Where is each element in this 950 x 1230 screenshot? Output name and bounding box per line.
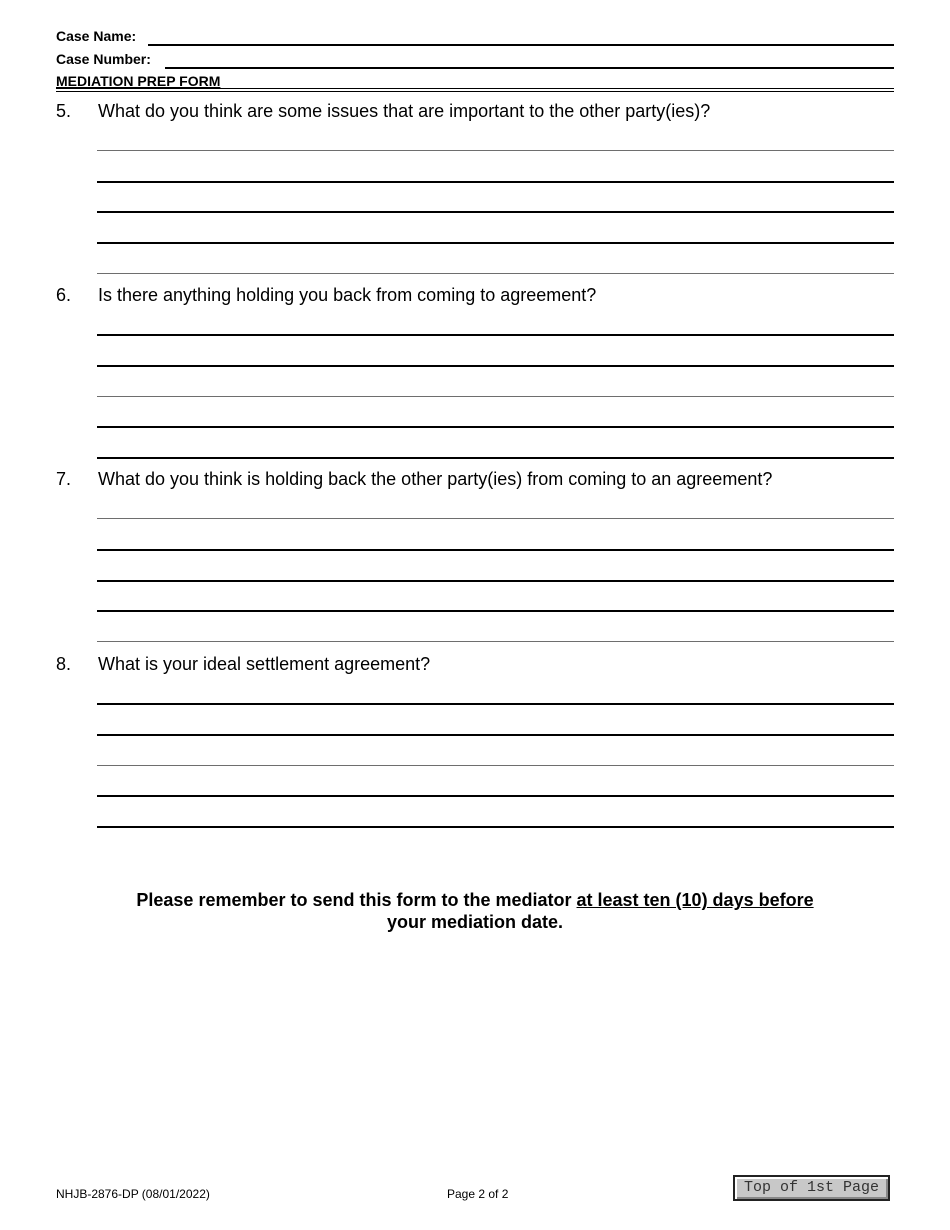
- answer-6-line[interactable]: [97, 365, 894, 367]
- answer-6-line[interactable]: [97, 457, 894, 459]
- answer-7-line[interactable]: [97, 610, 894, 612]
- answer-5-line[interactable]: [97, 242, 894, 244]
- answer-5-line[interactable]: [97, 150, 894, 151]
- case-number-label: Case Number:: [56, 51, 151, 67]
- answer-6-line[interactable]: [97, 334, 894, 336]
- question-8-number: 8.: [56, 654, 72, 674]
- page-number: Page 2 of 2: [447, 1187, 509, 1201]
- question-5-number: 5.: [56, 101, 72, 121]
- reminder-line-1: [0, 889, 950, 911]
- question-7-text: What do you think is holding back the other party(ies) from coming to an agreement?: [98, 469, 773, 489]
- answer-5-line[interactable]: [97, 211, 894, 213]
- answer-5-line[interactable]: [97, 273, 894, 274]
- answer-8-line[interactable]: [97, 765, 894, 766]
- header-divider: [56, 88, 894, 92]
- question-6-text: Is there anything holding you back from coming to agreement?: [98, 285, 597, 305]
- reminder-text: Please remember to send this form to the mediator: [136, 890, 577, 910]
- form-id: NHJB-2876-DP (08/01/2022): [56, 1187, 210, 1201]
- answer-8-line[interactable]: [97, 734, 894, 736]
- answer-8-line[interactable]: [97, 795, 894, 797]
- answer-8-line[interactable]: [97, 703, 894, 705]
- reminder-line-2: your mediation date.: [386, 912, 564, 932]
- top-of-first-page-button[interactable]: Top of 1st Page: [733, 1175, 890, 1201]
- question-8-text: What is your ideal settlement agreement?: [98, 654, 431, 674]
- question-5-text: What do you think are some issues that are important to the other party(ies)?: [98, 101, 711, 121]
- answer-7-line[interactable]: [97, 549, 894, 551]
- answer-7-line[interactable]: [97, 518, 894, 519]
- answer-8-line[interactable]: [97, 826, 894, 828]
- answer-6-line[interactable]: [97, 426, 894, 428]
- answer-7-line[interactable]: [97, 641, 894, 642]
- case-name-label: Case Name:: [56, 28, 137, 44]
- answer-6-line[interactable]: [97, 396, 894, 397]
- answer-5-line[interactable]: [97, 181, 894, 183]
- question-7-number: 7.: [56, 469, 72, 489]
- question-6-number: 6.: [56, 285, 72, 305]
- form-title: MEDIATION PREP FORM: [56, 73, 221, 89]
- reminder-deadline: at least ten (10) days before: [576, 890, 814, 910]
- case-number-field[interactable]: [165, 67, 894, 69]
- answer-7-line[interactable]: [97, 580, 894, 582]
- case-name-field[interactable]: [148, 44, 894, 46]
